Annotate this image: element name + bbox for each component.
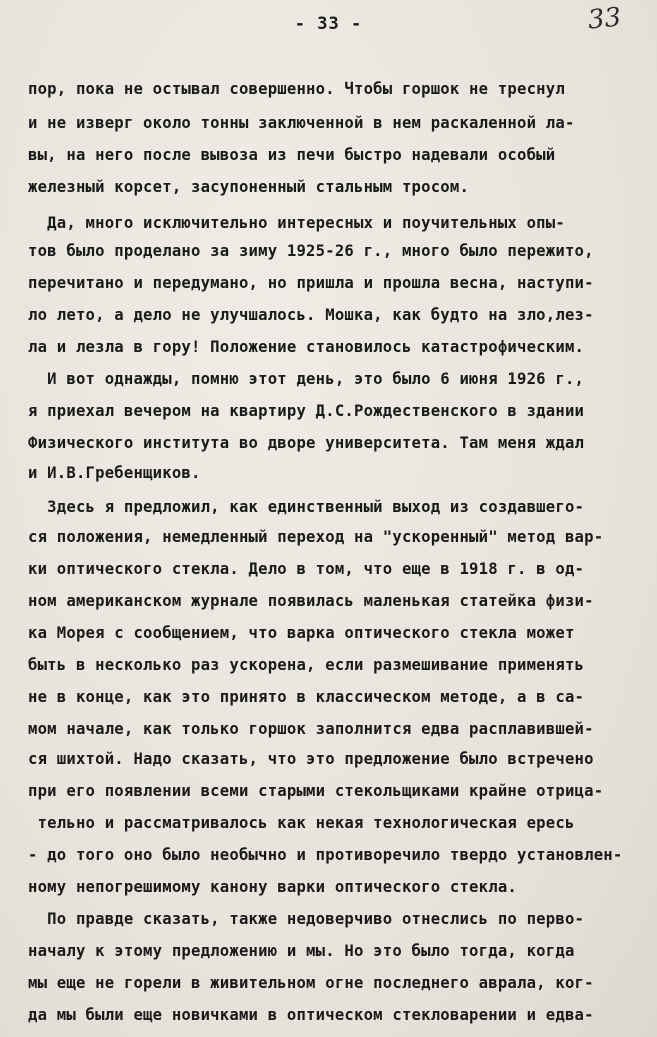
text-line: ло лето, а дело не улучшалось. Мошка, как будто на зло,лез- [28, 306, 594, 324]
text-line: железный корсет, засупоненный стальным тросом. [28, 178, 470, 196]
text-line: началу к этому предложению и мы. Но это было тогда, когда [28, 942, 575, 960]
handwritten-page-number: 33 [586, 2, 623, 36]
text-line: и не изверг около тонны заключенной в нем раскаленной ла- [28, 114, 575, 132]
text-line: Здесь я предложил, как единственный выход из создавшего- [28, 498, 585, 516]
text-line: ла и лезла в гору! Положение становилось катастрофическим. [28, 338, 585, 356]
text-line: ся шихтой. Надо сказать, что это предложение было встречено [28, 750, 594, 768]
text-line: и И.В.Гребенщиков. [28, 464, 201, 482]
text-line: перечитано и передумано, но пришла и прошла весна, наступи- [28, 274, 594, 292]
text-line: ному непогрешимому канону варки оптического стекла. [28, 878, 517, 896]
text-line: ки оптического стекла. Дело в том, что еще в 1918 г. в од- [28, 560, 585, 578]
text-line: ка Морея с сообщением, что варка оптического стекла может [28, 624, 575, 642]
text-line: Да, много исключительно интересных и поучительных опы- [28, 214, 565, 232]
text-line: ном американском журнале появилась маленькая статейка физи- [28, 592, 594, 610]
text-line: пор, пока не остывал совершенно. Чтобы горшок не треснул [28, 80, 565, 98]
text-line: - до того оно было необычно и противоречило твердо установлен- [28, 846, 623, 864]
text-line: мы еще не горели в живительном огне последнего аврала, ког- [28, 974, 594, 992]
text-line: да мы были еще новичками в оптическом стекловарении и едва- [28, 1006, 594, 1024]
text-line: тельно и рассматривалось как некая технологическая ересь [28, 814, 575, 832]
text-line: И вот однажды, помню этот день, это было 6 июня 1926 г., [28, 370, 585, 388]
text-line: Физического института во дворе университета. Там меня ждал [28, 434, 585, 452]
text-line: при его появлении всеми старыми стекольщиками крайне отрица- [28, 782, 604, 800]
text-line: По правде сказать, также недоверчиво отнеслись по перво- [28, 910, 585, 928]
text-line: я приехал вечером на квартиру Д.С.Рождественского в здании [28, 402, 585, 420]
text-line: быть в несколько раз ускорена, если размешивание применять [28, 656, 585, 674]
page-number: - 33 - [294, 14, 363, 34]
text-line: вы, на него после вывоза из печи быстро надевали особый [28, 146, 556, 164]
text-line: мом начале, как только горшок заполнится едва расплавившей- [28, 720, 594, 738]
text-line: не в конце, как это принято в классическом методе, а в са- [28, 688, 585, 706]
text-line: тов было проделано за зиму 1925-26 г., много было пережито, [28, 242, 594, 260]
text-line: ся положения, немедленный переход на "ускоренный" метод вар- [28, 528, 604, 546]
